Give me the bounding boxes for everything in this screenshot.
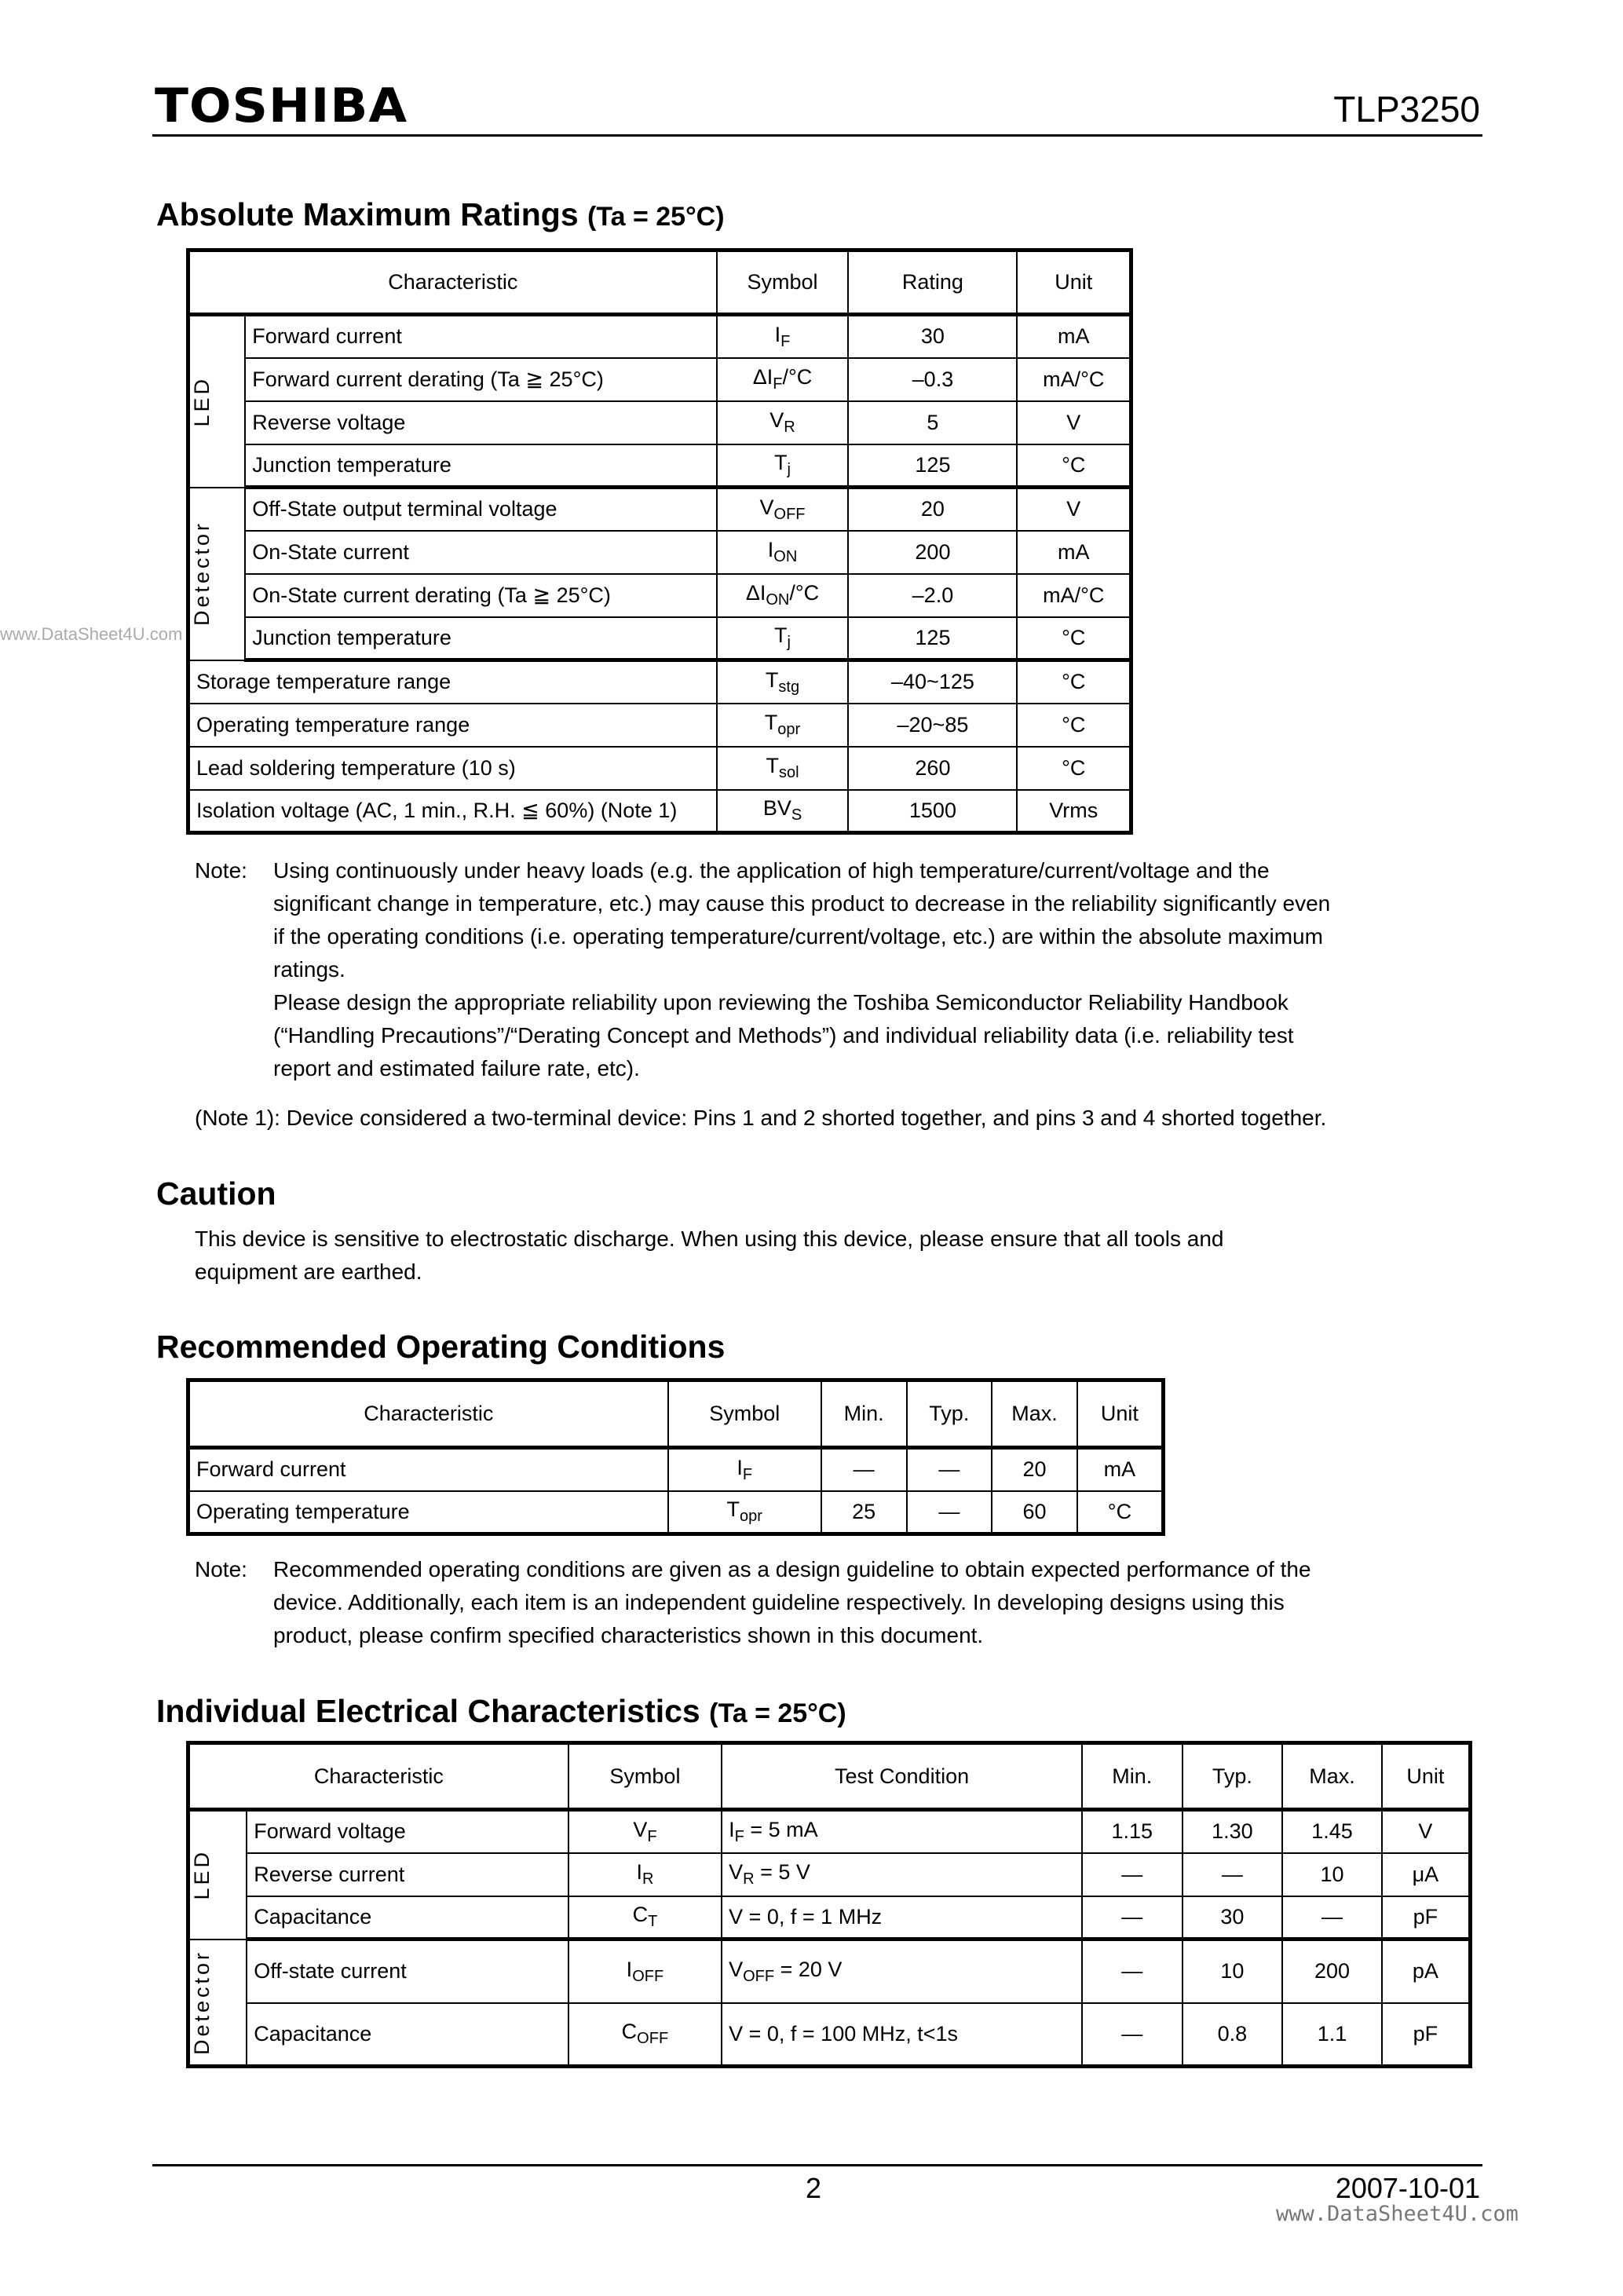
unit-cell: Vrms [1017, 790, 1131, 833]
symbol-cell: $C_T$ [568, 1896, 722, 1940]
note-line: ratings. [273, 957, 345, 982]
u-cell: mA [1077, 1448, 1164, 1491]
table-row [188, 1448, 1164, 1491]
unit-cell: mA/°C [1017, 358, 1131, 401]
note-line: significant change in temperature, etc.) may cause this product to decrease in the reliability significantly even [273, 891, 1331, 916]
table-row [188, 660, 1131, 704]
test-condition-cell: $V_R = 5$ V [722, 1853, 1082, 1896]
unit-cell: V [1017, 401, 1131, 444]
max-cell: 200 [1282, 1940, 1382, 2003]
min-cell: 1.15 [1082, 1810, 1183, 1853]
unit-cell: °C [1017, 704, 1131, 747]
max-cell: — [1282, 1896, 1382, 1940]
group-label [188, 315, 246, 488]
test-condition-cell: $I_F = 5$ mA [722, 1810, 1082, 1853]
header-rule [152, 134, 1482, 137]
characteristic-cell: Forward voltage [247, 1810, 568, 1853]
min-cell: — [1082, 2003, 1183, 2067]
test-condition-cell: V = 0, f = 100 MHz, t<1s [722, 2003, 1082, 2067]
rating-cell: 125 [848, 617, 1017, 660]
characteristic-cell: Isolation voltage (AC, 1 min., R.H. ≦ 60%) (Note 1) [188, 790, 717, 833]
typ-cell: — [907, 1491, 992, 1534]
table-row [188, 1853, 1471, 1896]
subscript: stg [778, 678, 800, 696]
typ-cell: 0.8 [1183, 2003, 1283, 2067]
rating-cell: –20~85 [848, 704, 1017, 747]
subscript: F [780, 332, 791, 350]
symbol-cell: $V_{OFF}$ [717, 488, 849, 531]
min-cell: — [1082, 1940, 1183, 2003]
electrical-characteristics-table: Characteristic Symbol Test Condition Min. Typ. Max. Unit LED Forward voltage $V_F$ $I_F = 5$ mA 1.15 1.30 1.45 V Reverse current $I_R$ $V_R = 5$ V — — 10 μA Capacitance $C_T$ V = 0, f = 1 MHz — 30 — pF Detector Off-state current $I_{OFF}$ $V_{OFF} = 20$ V — 10 200 pA Capacitance $C_{OFF}$ V = 0, f = 100 MHz, t<1s — 0.8 1.1 pF [186, 1741, 1472, 2068]
symbol-cell: $I_F$ [668, 1448, 821, 1491]
table-row [188, 704, 1131, 747]
roc-heading: Recommended Operating Conditions [156, 1329, 726, 1365]
group-label [188, 488, 246, 660]
symbol-cell: $BV_S$ [717, 790, 849, 833]
u-cell: μA [1382, 1853, 1471, 1896]
characteristic-cell: Capacitance [247, 2003, 568, 2067]
subscript: OFF [637, 2030, 669, 2048]
typ-cell: 10 [1183, 1940, 1283, 2003]
max-cell: 1.1 [1282, 2003, 1382, 2067]
table-row [188, 1896, 1471, 1940]
subscript: ON [766, 591, 790, 609]
test-condition-cell: V = 0, f = 1 MHz [722, 1896, 1082, 1940]
note-line: Recommended operating conditions are given as a design guideline to obtain expected performance of the [273, 1557, 1311, 1581]
iec-heading: Individual Electrical Characteristics (Ta = 25°C) [156, 1693, 846, 1729]
note-line: device. Additionally, each item is an independent guideline respectively. In developing designs using this [273, 1590, 1285, 1614]
subscript: opr [740, 1508, 762, 1526]
roc-note-label: Note: [195, 1557, 247, 1581]
u-cell: °C [1077, 1491, 1164, 1534]
characteristic-cell: Forward current [245, 315, 716, 358]
table-row [188, 315, 1131, 358]
u-cell: V [1382, 1810, 1471, 1853]
symbol-cell: $\Delta I_F/^\circ C$ [717, 358, 849, 401]
group-label-text: LED [190, 1849, 214, 1901]
characteristic-cell: Operating temperature [188, 1491, 668, 1534]
symbol-cell: $T_j$ [717, 444, 849, 488]
amr-heading: Absolute Maximum Ratings (Ta = 25°C) [156, 196, 725, 232]
rating-cell: 30 [848, 315, 1017, 358]
typ-cell: — [907, 1448, 992, 1491]
table-row [188, 401, 1131, 444]
group-label-text: LED [190, 375, 214, 427]
characteristic-cell: Junction temperature [245, 444, 716, 488]
symbol-cell: $V_F$ [568, 1810, 722, 1853]
unit-cell: °C [1017, 617, 1131, 660]
subscript: j [787, 634, 791, 652]
caution-heading: Caution [156, 1175, 276, 1212]
characteristic-cell: Storage temperature range [188, 660, 717, 704]
typ-cell: — [1183, 1853, 1283, 1896]
characteristic-cell: Off-State output terminal voltage [245, 488, 716, 531]
part-number: TLP3250 [1333, 89, 1480, 130]
min-cell: — [1082, 1853, 1183, 1896]
table-row [188, 574, 1131, 617]
unit-cell: °C [1017, 660, 1131, 704]
symbol-cell: $I_F$ [717, 315, 849, 358]
rating-cell: –0.3 [848, 358, 1017, 401]
table-row [188, 1491, 1164, 1534]
symbol-cell: $T_{opr}$ [717, 704, 849, 747]
table-row [188, 488, 1131, 531]
characteristic-cell: Capacitance [247, 1896, 568, 1940]
unit-cell: °C [1017, 747, 1131, 790]
max-cell: 10 [1282, 1853, 1382, 1896]
symbol-cell: $I_{OFF}$ [568, 1940, 722, 2003]
caution-text: This device is sensitive to electrostatic discharge. When using this device, please ensure that all tools and equipment are earthed. [195, 1227, 1224, 1284]
u-cell: pF [1382, 1896, 1471, 1940]
characteristic-cell: On-State current derating (Ta ≧ 25°C) [245, 574, 716, 617]
unit-cell: mA [1017, 531, 1131, 574]
roc-note [273, 1553, 1482, 1652]
footer-rule [152, 2164, 1482, 2166]
subscript: R [784, 419, 795, 436]
table-row [188, 790, 1131, 833]
group-label [188, 1940, 247, 2067]
characteristic-cell: Junction temperature [245, 617, 716, 660]
unit-cell: mA [1017, 315, 1131, 358]
note-1: (Note 1): Device considered a two-terminal device: Pins 1 and 2 shorted together, and pins 3 and 4 shorted together. [195, 1106, 1327, 1130]
note-line: product, please confirm specified characteristics shown in this document. [273, 1623, 984, 1647]
subscript: j [787, 461, 791, 479]
subscript: R [743, 1870, 755, 1888]
recommended-operating-table: Characteristic Symbol Min. Typ. Max. Unit Forward current $I_F$ — — 20 mA Operating temperature $T_{opr}$ 25 — 60 °C [186, 1378, 1165, 1536]
table-row [188, 1810, 1471, 1853]
table-row [188, 358, 1131, 401]
max-cell: 60 [992, 1491, 1077, 1534]
min-cell: 25 [821, 1491, 907, 1534]
table-row [188, 747, 1131, 790]
watermark-bottom: www.DataSheet4U.com [1276, 2202, 1519, 2226]
subscript: OFF [632, 1967, 664, 1985]
max-cell: 20 [992, 1448, 1077, 1491]
group-label-text: Detector [190, 521, 214, 627]
note-line: Using continuously under heavy loads (e.g. the application of high temperature/current/voltage and the [273, 858, 1270, 883]
subscript: sol [778, 764, 799, 781]
subscript: F [734, 1827, 744, 1845]
subscript: OFF [773, 505, 806, 523]
characteristic-cell: Lead soldering temperature (10 s) [188, 747, 717, 790]
characteristic-cell: Forward current [188, 1448, 668, 1491]
watermark-left: www.DataSheet4U.com [0, 624, 183, 644]
symbol-cell: $T_j$ [717, 617, 849, 660]
u-cell: pA [1382, 1940, 1471, 2003]
absolute-max-ratings-table: Characteristic Symbol Rating Unit LED Forward current $I_F$ 30 mA Forward current derating (Ta ≧ 25°C) $\Delta I_F/^\circ C$ –0.3 mA/°C Reverse voltage $V_R$ 5 V Junction temperature $T_j$ 125 °C Detector Off-State output terminal voltage $V_{OFF}$ 20 V On-State current $I_{ON}$ 200 mA On-State current derating (Ta ≧ 25°C) $\Delta I_{ON}/^\circ C$ –2.0 mA/°C Junction temperature $T_j$ 125 °C Storage temperature range $T_{stg}$ –40~125 °C Operating temperature range $T_{opr}$ –20~85 °C Lead soldering temperature (10 s) $T_{sol}$ 260 °C Isolation voltage (AC, 1 min., R.H. ≦ 60%) (Note 1) $BV_S$ 1500 Vrms [186, 248, 1133, 835]
test-condition-cell: $V_{OFF} = 20$ V [722, 1940, 1082, 2003]
rating-cell: –2.0 [848, 574, 1017, 617]
subscript: S [791, 806, 802, 824]
characteristic-cell: Reverse current [247, 1853, 568, 1896]
subscript: F [647, 1827, 657, 1845]
symbol-cell: $\Delta I_{ON}/^\circ C$ [717, 574, 849, 617]
group-label [188, 1810, 247, 1940]
rating-cell: 260 [848, 747, 1017, 790]
symbol-cell: $C_{OFF}$ [568, 2003, 722, 2067]
symbol-cell: $T_{opr}$ [668, 1491, 821, 1534]
subscript: ON [773, 548, 798, 565]
rating-cell: 1500 [848, 790, 1017, 833]
footer-date: 2007-10-01 [1335, 2172, 1480, 2204]
characteristic-cell: Operating temperature range [188, 704, 717, 747]
rating-cell: 125 [848, 444, 1017, 488]
rating-cell: 20 [848, 488, 1017, 531]
subscript: F [742, 1465, 753, 1483]
characteristic-cell: Forward current derating (Ta ≧ 25°C) [245, 358, 716, 401]
rating-cell: 200 [848, 531, 1017, 574]
note-line: if the operating conditions (i.e. operating temperature/current/voltage, etc.) are within the absolute maximum [273, 924, 1323, 949]
rating-cell: 5 [848, 401, 1017, 444]
amr-note [273, 854, 1482, 1085]
symbol-cell: $I_{ON}$ [717, 531, 849, 574]
symbol-cell: $T_{sol}$ [717, 747, 849, 790]
page-number: 2 [806, 2172, 822, 2204]
toshiba-logo: TOSHIBA [155, 79, 408, 133]
min-cell: — [1082, 1896, 1183, 1940]
unit-cell: °C [1017, 444, 1131, 488]
unit-cell: V [1017, 488, 1131, 531]
max-cell: 1.45 [1282, 1810, 1382, 1853]
table-row [188, 617, 1131, 660]
typ-cell: 1.30 [1183, 1810, 1283, 1853]
symbol-cell: $V_R$ [717, 401, 849, 444]
note-line: report and estimated failure rate, etc). [273, 1056, 640, 1080]
unit-cell: mA/°C [1017, 574, 1131, 617]
symbol-cell: $T_{stg}$ [717, 660, 849, 704]
subscript: OFF [743, 1967, 775, 1985]
table-row [188, 1940, 1471, 2003]
characteristic-cell: Off-state current [247, 1940, 568, 2003]
note-line: Please design the appropriate reliability upon reviewing the Toshiba Semiconductor Reliability Handbook [273, 990, 1289, 1015]
table-row [188, 531, 1131, 574]
rating-cell: –40~125 [848, 660, 1017, 704]
u-cell: pF [1382, 2003, 1471, 2067]
note-line: (“Handling Precautions”/“Derating Concept and Methods”) and individual reliability data (i.e. reliability test [273, 1023, 1294, 1047]
typ-cell: 30 [1183, 1896, 1283, 1940]
characteristic-cell: On-State current [245, 531, 716, 574]
amr-note-label: Note: [195, 858, 247, 883]
table-row [188, 2003, 1471, 2067]
subscript: F [773, 375, 783, 393]
min-cell: — [821, 1448, 907, 1491]
subscript: opr [777, 721, 801, 738]
group-label-text: Detector [190, 1949, 214, 2055]
table-row [188, 444, 1131, 488]
subscript: R [642, 1870, 654, 1888]
symbol-cell: $I_R$ [568, 1853, 722, 1896]
characteristic-cell: Reverse voltage [245, 401, 716, 444]
subscript: T [648, 1913, 658, 1931]
